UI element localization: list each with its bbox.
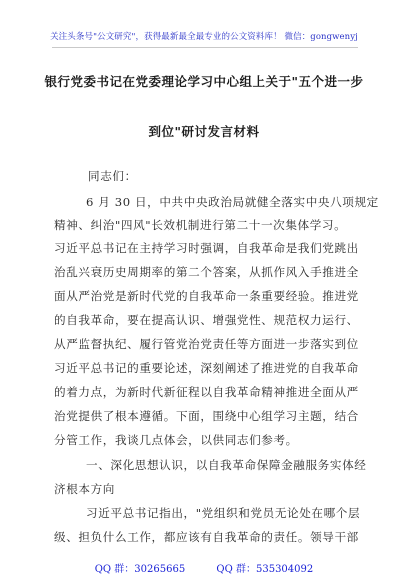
header-divider: [52, 47, 358, 48]
section-heading-continued: 济根本方向: [54, 482, 115, 496]
body-line: 的自我革命，要在提高认识、增强党性、规范权力运行、: [54, 313, 359, 327]
document-title-line-1: 银行党委书记在党委理论学习中心组上关于"五个进一步: [44, 74, 364, 89]
header-banner-text: 关注头条号"公文研究"，获得最新最全最专业的公文资料库！ 微信：gongwenyj: [50, 32, 358, 42]
footer-qq-group-1: QQ 群：30265665: [94, 564, 186, 575]
body-line: 6 月 30 日，中共中央政治局就健全落实中央八项规定: [86, 195, 379, 209]
page-header: [0, 0, 408, 56]
footer-qq-group-2: QQ 群：535304092: [216, 564, 314, 575]
body-line: 级、担负什么工作，都应该有自我革命的责任。领导干部: [54, 530, 359, 544]
section-heading: 一、深化思想认识，以自我革命保障金融服务实体经: [86, 458, 367, 472]
body-line: 从严监督执纪、履行管党治党责任等方面进一步落实到位: [54, 337, 359, 351]
body-line: 分管工作，我谈几点体会，以供同志们参考。: [54, 433, 298, 447]
body-line: 的着力点，为新时代新征程以自我革命精神推进全面从严: [54, 385, 359, 399]
salutation: 同志们：: [88, 169, 137, 183]
body-line: 治党提供了根本遵循。下面，围绕中心组学习主题，结合: [54, 409, 359, 423]
page-footer: [0, 560, 408, 575]
body-line: 治乱兴衰历史周期率的第二个答案，从抓作风入手推进全: [54, 265, 359, 279]
body-line: 精神、纠治"四风"长效机制进行第二十一次集体学习。: [54, 218, 347, 232]
body-line: 习近平总书记在主持学习时强调，自我革命是我们党跳出: [54, 241, 359, 255]
body-line: 面从严治党是新时代党的自我革命一条重要经验。推进党: [54, 289, 359, 303]
document-title-line-2: 到位"研讨发言材料: [148, 124, 260, 139]
body-line: 习近平总书记指出，"党组织和党员无论处在哪个层: [86, 506, 361, 520]
body-line: 习近平总书记的重要论述，深刻阐述了推进党的自我革命: [54, 361, 359, 375]
